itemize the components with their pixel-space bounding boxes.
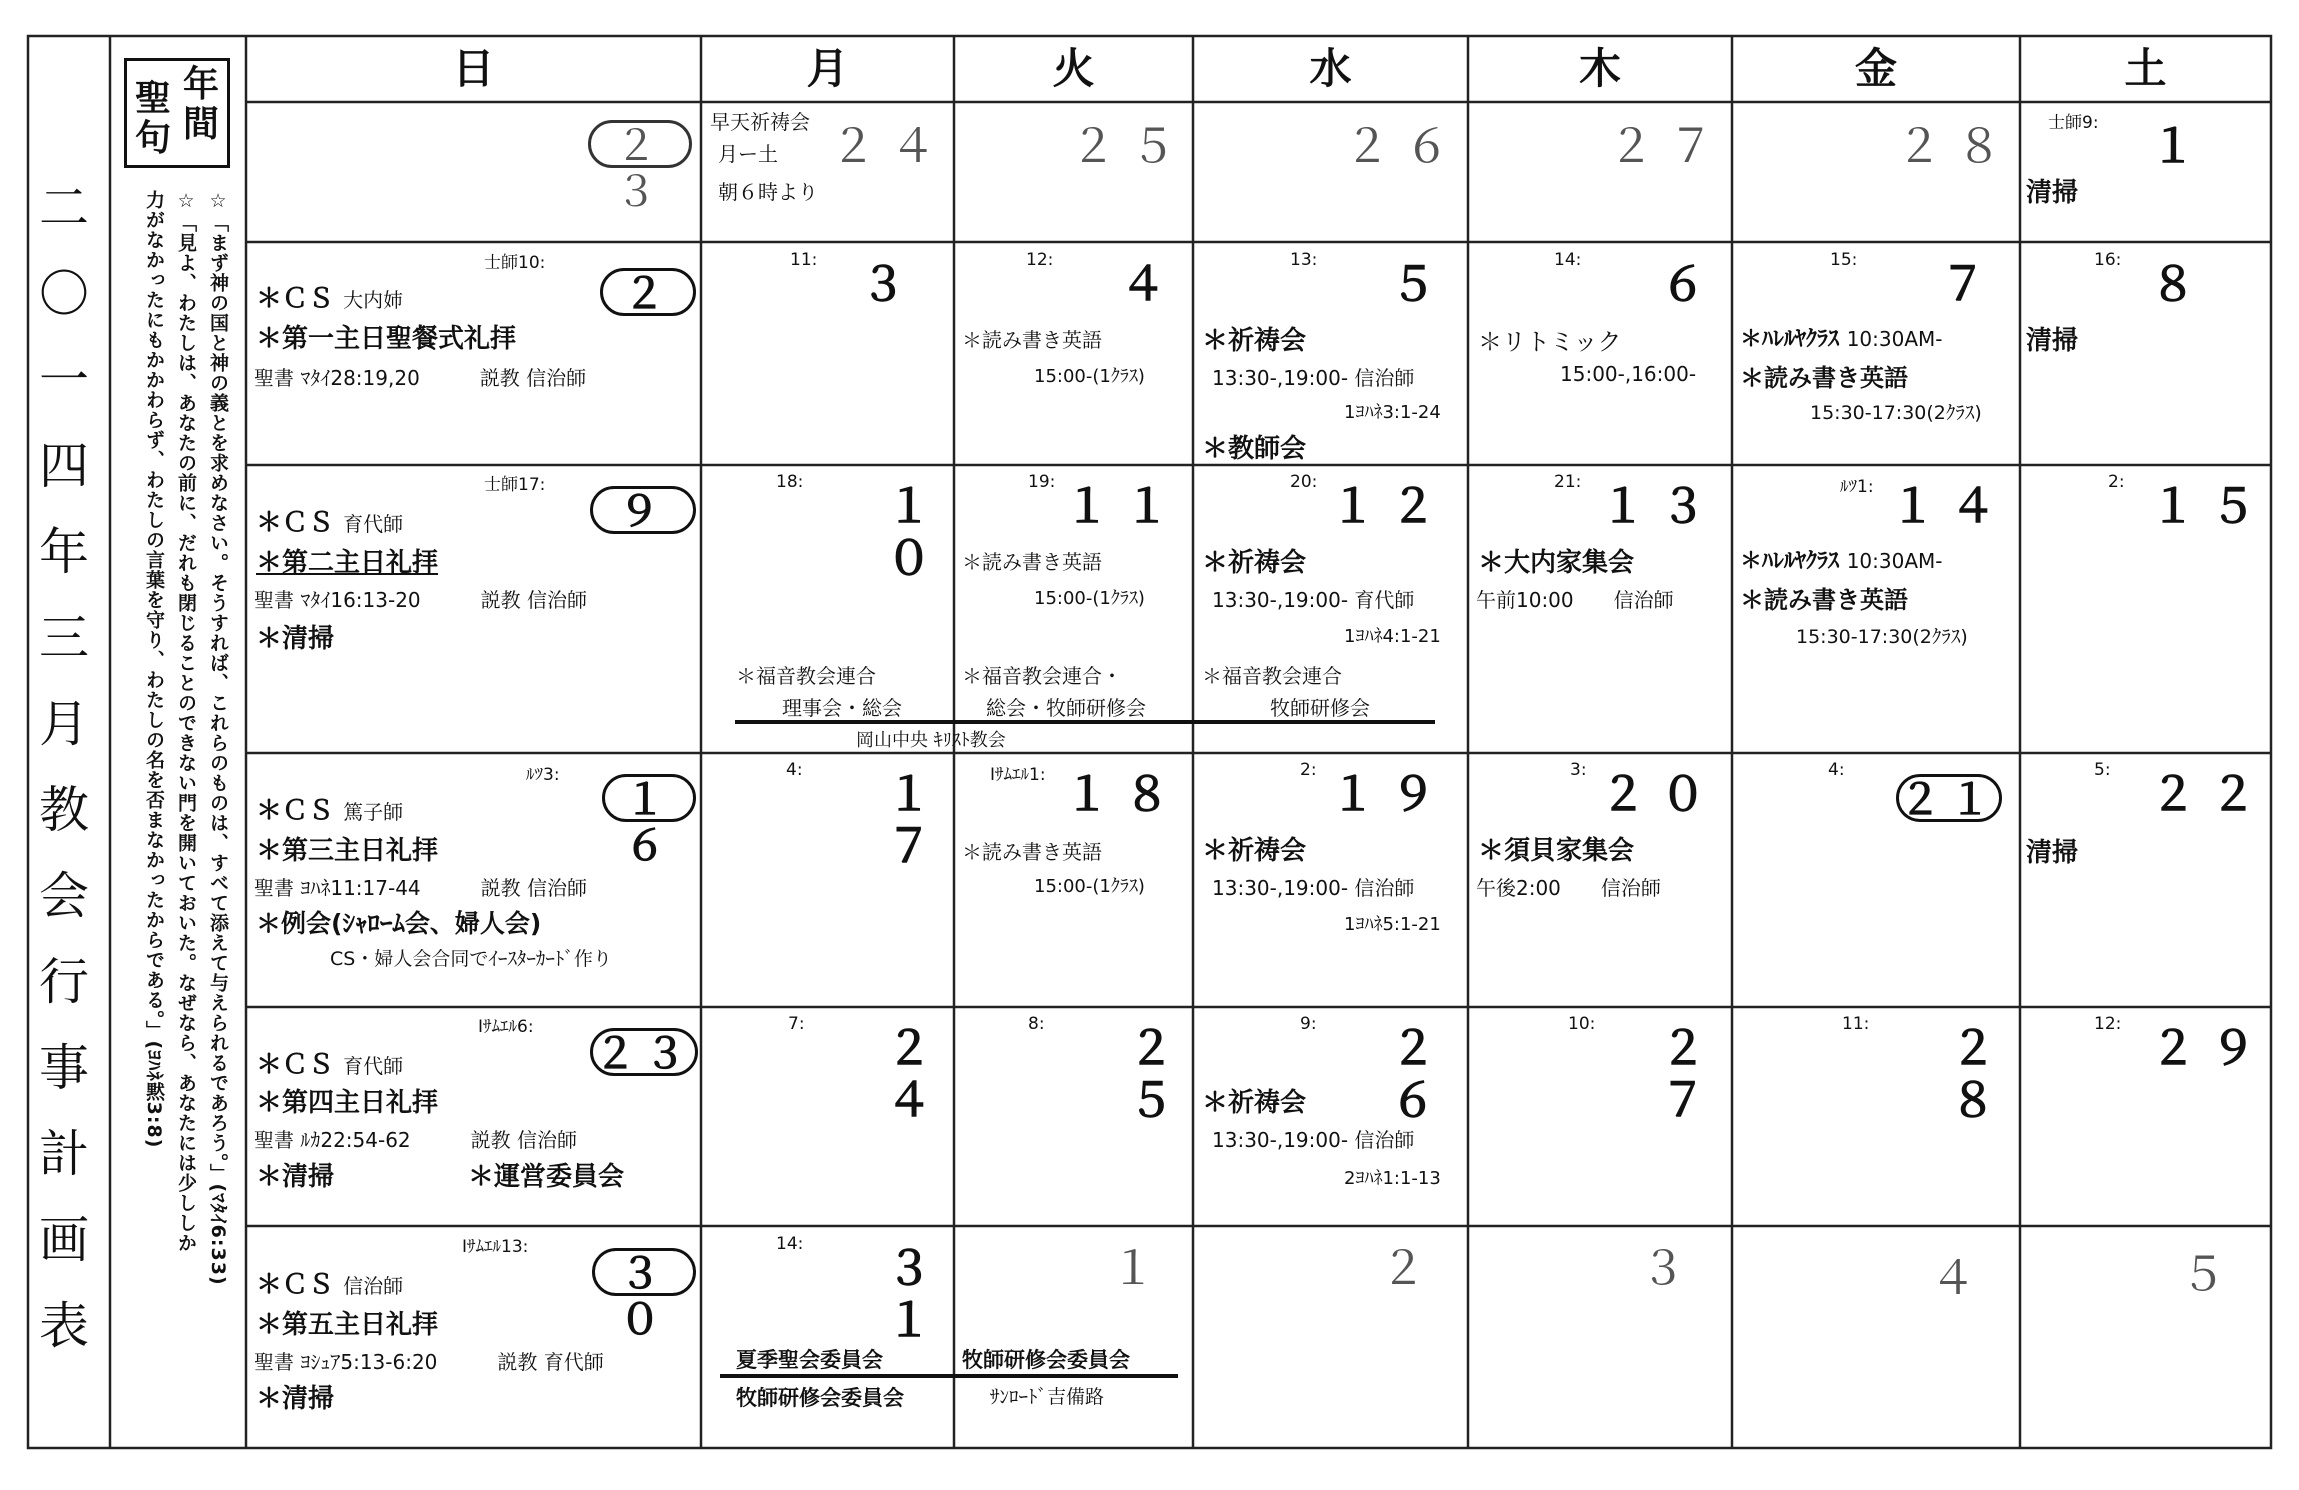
date-sat-5-next: ５ (2180, 1247, 2240, 1301)
bible-ref: 11: (790, 250, 818, 270)
date-mon-24: ２４ (886, 1021, 946, 1127)
date-sat-15: １５ (2150, 479, 2270, 533)
bible-ref: 士師17: (484, 475, 546, 495)
bible-ref: 16: (2094, 250, 2122, 270)
event-prayer-time: 13:30-,19:00- 信治師 (1212, 1128, 1415, 1152)
bible-ref: 14: (1554, 250, 1582, 270)
event-house-meeting: ＊須貝家集会 (1478, 836, 1635, 866)
event-early-prayer-days: 月ー土 (718, 142, 778, 166)
event-sunday-service: ＊第二主日礼拝 (256, 548, 439, 578)
date-tue-18: １８ (1064, 767, 1184, 821)
bible-ref: Iｻﾑｴﾙ13: (462, 1237, 529, 1257)
event-prayer-ref: 1ﾖﾊﾈ4:1-21 (1344, 626, 1441, 647)
date-wed-26: ２６ (1390, 1021, 1450, 1127)
date-fri-21: ２１ (1896, 774, 2002, 822)
event-early-prayer: 早天祈祷会 (710, 110, 810, 134)
date-sat-29: ２９ (2150, 1021, 2270, 1075)
event-sunday-service: ＊第五主日礼拝 (256, 1310, 439, 1340)
verse-label-line1: 年間 (182, 64, 219, 145)
verse-line-1: ☆「まず神の国と神の義とを求めなさい。そうすれば、これらのものは、すべて添えて与えられるであろう。」(ﾏﾀｲ6:33) (207, 190, 229, 1286)
day-header-mon: 月 (806, 44, 849, 93)
event-hallelujah-class: ＊ﾊﾚﾙﾔｸﾗｽ 10:30AM- (1740, 549, 1943, 574)
date-mon-24-prev: ２４ (830, 119, 950, 173)
date-tue-11: １１ (1064, 479, 1184, 533)
date-sat-22: ２２ (2150, 767, 2270, 821)
date-sun-9: ９ (590, 486, 696, 534)
event-union-board: ＊福音教会連合 (736, 664, 876, 688)
event-sunday-service: ＊第三主日礼拝 (256, 836, 439, 866)
bible-ref: 12: (1026, 250, 1054, 270)
bible-ref: 7: (788, 1014, 805, 1034)
date-tue-1-next: １ (1110, 1241, 1170, 1295)
bible-ref: 10: (1568, 1014, 1596, 1034)
event-eurhythmics-time: 15:00-,16:00- (1560, 362, 1697, 386)
event-union-general: ＊福音教会連合・ (962, 664, 1122, 688)
event-seminar-committee: 牧師研修会委員会 (736, 1386, 904, 1410)
date-sun-2: ２ (600, 268, 696, 316)
event-english-class: ＊読み書き英語 (1740, 586, 1908, 614)
date-mon-31: ３１ (886, 1241, 946, 1347)
event-union-seminar: ＊福音教会連合 (1202, 664, 1342, 688)
date-fri-14: １４ (1890, 479, 2010, 533)
date-wed-12: １２ (1330, 479, 1450, 533)
event-prayer-ref: 1ﾖﾊﾈ5:1-21 (1344, 914, 1441, 935)
sermon-info: 聖書 ﾏﾀｲ28:19,20 説教 信治師 (254, 366, 587, 390)
event-prayer-meeting: ＊祈祷会 (1202, 1088, 1307, 1118)
event-cs: ＊ＣＳ 育代師 (256, 1050, 404, 1080)
bible-ref: 3: (1570, 760, 1587, 780)
day-header-thu: 木 (1578, 44, 1621, 93)
date-fri-28: ２８ (1950, 1021, 2010, 1127)
bible-ref: 4: (786, 760, 803, 780)
event-easter-cards: CS・婦人会合同でｲｰｽﾀｰｶｰﾄﾞ作り (330, 948, 612, 970)
event-union-seminar-detail: 牧師研修会 (1270, 696, 1370, 720)
event-cleaning: 清掃 (2026, 326, 2079, 356)
date-thu-27: ２７ (1660, 1021, 1720, 1127)
date-tue-25-prev: ２５ (1070, 119, 1190, 173)
bible-ref: 20: (1290, 472, 1318, 492)
event-early-prayer-time: 朝６時より (718, 180, 818, 204)
event-seminar-committee: 牧師研修会委員会 (962, 1348, 1130, 1372)
bible-ref: 18: (776, 472, 804, 492)
event-cs: ＊ＣＳ 育代師 (256, 508, 404, 538)
bible-ref: 12: (2094, 1014, 2122, 1034)
event-prayer-time: 13:30-,19:00- 信治師 (1212, 366, 1415, 390)
event-cleaning: ＊清掃 (256, 624, 335, 654)
date-thu-3-next: ３ (1640, 1241, 1700, 1295)
verse-label-line2: 聖句 (134, 78, 171, 159)
bible-ref: 士師10: (484, 253, 546, 273)
day-header-sat: 土 (2124, 44, 2167, 93)
event-steering-committee: ＊運営委員会 (468, 1162, 625, 1192)
sermon-info: 聖書 ﾖﾊﾈ11:17-44 説教 信治師 (254, 876, 588, 900)
event-prayer-meeting: ＊祈祷会 (1202, 836, 1307, 866)
event-english-class: ＊読み書き英語 (962, 328, 1102, 352)
bible-ref: 4: (1828, 760, 1845, 780)
event-cs: ＊ＣＳ 篤子師 (256, 796, 404, 826)
date-sat-1: １ (2150, 119, 2210, 173)
event-english-time: 15:00-(1ｸﾗｽ) (1034, 588, 1145, 609)
event-venue: ｻﾝﾛｰﾄﾞ吉備路 (990, 1386, 1105, 1408)
event-cleaning: 清掃 (2026, 838, 2079, 868)
event-summer-committee: 夏季聖会委員会 (736, 1348, 883, 1372)
bible-ref: 8: (1028, 1014, 1045, 1034)
date-sun-23: ２３ (590, 1028, 698, 1076)
event-prayer-time: 13:30-,19:00- 育代師 (1212, 588, 1415, 612)
event-venue: 岡山中央 ｷﾘｽﾄ教会 (856, 730, 1006, 751)
date-mon-3: ３ (860, 257, 920, 311)
bible-ref: Iｻﾑｴﾙ6: (478, 1017, 534, 1037)
event-prayer-ref: 2ﾖﾊﾈ1:1-13 (1344, 1168, 1441, 1189)
bible-ref: 士師9: (2048, 113, 2099, 133)
date-wed-19: １９ (1330, 767, 1450, 821)
bible-ref: 13: (1290, 250, 1318, 270)
date-sat-8: ８ (2150, 257, 2210, 311)
bible-ref: 2: (2108, 472, 2125, 492)
event-english-time: 15:00-(1ｸﾗｽ) (1034, 876, 1145, 897)
event-cs: ＊ＣＳ 信治師 (256, 1270, 404, 1300)
date-fri-4-next: ４ (1930, 1251, 1990, 1305)
bible-ref: 5: (2094, 760, 2111, 780)
annual-verse-label (124, 58, 230, 168)
bible-ref: ﾙﾂ3: (526, 765, 560, 785)
bible-ref: ﾙﾂ1: (1840, 477, 1874, 497)
event-union-general-detail: 総会・牧師研修会 (986, 696, 1146, 720)
date-mon-17: １７ (886, 767, 946, 873)
event-house-meeting: ＊大内家集会 (1478, 548, 1635, 578)
date-tue-25: ２５ (1128, 1021, 1188, 1127)
page-title: 二 〇 一 四 年 三 月 教 会 行 事 計 画 表 (39, 179, 89, 1355)
event-english-time: 15:00-(1ｸﾗｽ) (1034, 366, 1145, 387)
bible-ref: 14: (776, 1234, 804, 1254)
bible-ref: 19: (1028, 472, 1056, 492)
bible-ref: 2: (1300, 760, 1317, 780)
date-thu-20: ２０ (1600, 767, 1720, 821)
event-house-meeting-time: 午後2:00 信治師 (1476, 876, 1661, 900)
sermon-info: 聖書 ﾖｼｭｱ5:13-6:20 説教 育代師 (254, 1350, 604, 1374)
date-wed-26-prev: ２６ (1344, 119, 1464, 173)
event-cleaning: 清掃 (2026, 178, 2079, 208)
event-english-time: 15:30-17:30(2ｸﾗｽ) (1810, 402, 1982, 424)
event-prayer-meeting: ＊祈祷会 (1202, 326, 1307, 356)
date-thu-13: １３ (1600, 479, 1720, 533)
date-wed-5: ５ (1390, 257, 1450, 311)
date-thu-6: ６ (1660, 257, 1720, 311)
date-wed-2-next: ２ (1380, 1241, 1440, 1295)
date-fri-7: ７ (1940, 257, 2000, 311)
date-mon-10: １０ (886, 479, 946, 585)
event-cleaning: ＊清掃 (256, 1384, 335, 1414)
event-sunday-service: ＊第四主日礼拝 (256, 1088, 439, 1118)
event-english-class: ＊読み書き英語 (1740, 364, 1908, 392)
bible-ref: 21: (1554, 472, 1582, 492)
event-house-meeting-time: 午前10:00 信治師 (1476, 588, 1674, 612)
event-eurhythmics: ＊リトミック (1478, 328, 1622, 356)
event-prayer-ref: 1ﾖﾊﾈ3:1-24 (1344, 402, 1441, 423)
date-sun-23-prev: ２３ (588, 120, 692, 168)
event-communion-service: ＊第一主日聖餐式礼拝 (256, 324, 517, 354)
bible-ref: Iｻﾑｴﾙ1: (990, 765, 1046, 785)
bible-ref: 15: (1830, 250, 1858, 270)
bible-ref: 11: (1842, 1014, 1870, 1034)
day-header-sun: 日 (452, 44, 495, 93)
event-cs: ＊ＣＳ 大内姉 (256, 284, 404, 314)
date-sun-16: １６ (602, 774, 696, 822)
date-fri-28-prev: ２８ (1896, 119, 2016, 173)
event-hallelujah-class: ＊ﾊﾚﾙﾔｸﾗｽ 10:30AM- (1740, 327, 1943, 352)
event-english-class: ＊読み書き英語 (962, 840, 1102, 864)
event-english-time: 15:30-17:30(2ｸﾗｽ) (1796, 626, 1968, 648)
date-sun-30: ３０ (592, 1248, 696, 1296)
event-teachers-meeting: ＊教師会 (1202, 434, 1307, 464)
event-union-board-detail: 理事会・総会 (782, 696, 902, 720)
sermon-info: 聖書 ﾏﾀｲ16:13-20 説教 信治師 (254, 588, 588, 612)
event-english-class: ＊読み書き英語 (962, 550, 1102, 574)
sermon-info: 聖書 ﾙｶ22:54-62 説教 信治師 (254, 1128, 578, 1152)
date-tue-4: ４ (1120, 257, 1180, 311)
event-cleaning: ＊清掃 (256, 1162, 335, 1192)
day-header-wed: 水 (1309, 44, 1352, 93)
event-monthly-meeting: ＊例会(ｼｬﾛｰﾑ会、婦人会) (256, 909, 542, 938)
bible-ref: 9: (1300, 1014, 1317, 1034)
verse-line-3: 力がなかったにもかかわらず、わたしの言葉を守り、わたしの名を否まなかったからである。」(ﾖﾊﾈ黙3:8) (143, 190, 165, 1149)
event-prayer-meeting: ＊祈祷会 (1202, 548, 1307, 578)
event-prayer-time: 13:30-,19:00- 信治師 (1212, 876, 1415, 900)
verse-line-2: ☆「見よ、わたしは、あなたの前に、だれも閉じることのできない門を開いておいた。なぜなら、あなたには少ししか (175, 190, 197, 1253)
day-header-fri: 金 (1854, 44, 1897, 93)
date-thu-27-prev: ２７ (1608, 119, 1728, 173)
day-header-tue: 火 (1052, 44, 1095, 93)
